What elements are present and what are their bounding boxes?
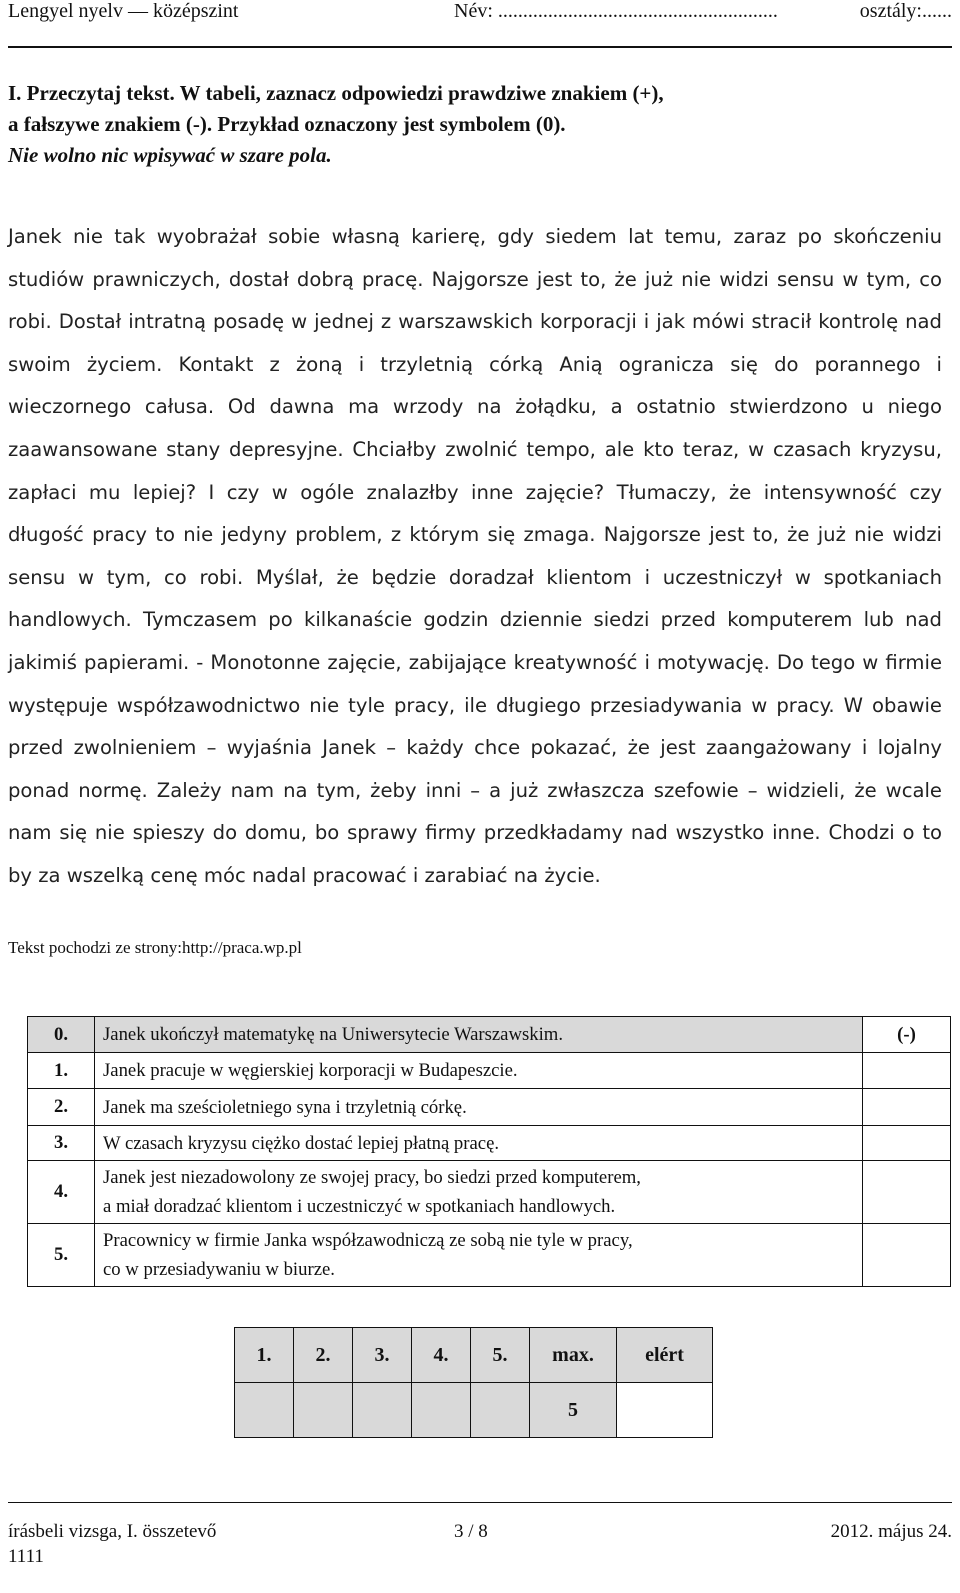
statements-table [27,1016,951,1287]
statement-row [28,1161,951,1224]
statement-text-line: a miał doradzać klientom i uczestniczyć w spotkaniach handlowych. [103,1196,616,1217]
passage-text: Janek nie tak wyobrażał sobie własną karierę, gdy siedem lat temu, zaraz po skończeniu studiów prawniczych, dostał dobrą pracę. Najgorsze jest to, że już nie widzi sensu w tym, co robi. Dostał intratną posadę w jednej z warszawskich korporacji i jak mówi stracił kontrolę nad swoim życiem. Kontakt z żoną i trzyletnią córką Anią ogranicza się do porannego i wieczornego całusa. Od dawna ma wrzody na żołądku, a ostatnio stwierdzono u niego zaawansowane stany depresyjne. Chciałby zwolnić tempo, ale kto teraz, w czasach kryzysu, zapłaci mu lepiej? I czy w ogóle znalazłby inne zajęcie? Tłumaczy, że intensywność czy długość pracy to nie jedyny problem, z którym się zmaga. Najgorsze jest to, że już nie widzi sensu w tym, co robi. Myślał, że będzie doradzał klientom i uczestniczył w spotkaniach handlowych. Tymczasem po kilkanaście godzin dziennie siedzi przed komputerem lub nad jakimiś papierami. - Monotonne zajęcie, zabijające kreatywność i motywację. Do tego w firmie występuje współzawodnictwo nie tyle pracy, ile długiego przesiadywania w pracy. W obawie przed zwolnieniem – wyjaśnia Janek – każdy chce pokazać, że jest zaangażowany i lojalny ponad normę. Zależy nam na tym, żeby inni – a już zwłaszcza szefowie – widzieli, że wcale nam się nie spieszy do domu, bo sprawy firmy przedkładamy nad wszystko inne. Chodzi o to by za wszelką cenę móc nadal pracować i zarabiać na życie. [8,225,942,887]
statement-row [28,1126,951,1161]
name-field: Név: ........................................................ [454,0,778,22]
score-value-row [235,1383,713,1438]
answer-cell-1[interactable] [863,1053,951,1089]
score-header: 1. [235,1328,294,1383]
score-header: 2. [294,1328,353,1383]
answer-cell-4[interactable] [863,1161,951,1224]
score-header: max. [530,1328,617,1383]
statement-text-line: Janek ma sześcioletniego syna i trzyletnią córkę. [103,1096,467,1118]
subject-title: Lengyel nyelv — középszint [8,0,239,22]
source-note: Tekst pochodzi ze strony:http://praca.wp.pl [8,938,302,957]
score-header-row [235,1328,713,1383]
example-answer: (-) [863,1017,951,1053]
statement-row [28,1224,951,1287]
statement-text-line: W czasach kryzysu ciężko dostać lepiej płatną pracę. [103,1132,500,1154]
score-header: 4. [412,1328,471,1383]
instruction-line-2: a fałszywe znakiem (-). Przykład oznaczony jest symbolem (0). [8,112,566,136]
statement-row [28,1053,951,1089]
statement-text [95,1089,863,1126]
statement-text-line: Pracownicy w firmie Janka współzawodniczą ze sobą nie tyle w pracy, [103,1230,633,1251]
score-cell-3 [353,1383,412,1438]
statement-text [95,1161,863,1224]
page-header [8,0,952,48]
instruction-line-3: Nie wolno nic wpisywać w szare pola. [8,143,332,167]
statement-row [28,1089,951,1126]
statement-text-line: Janek pracuje w węgierskiej korporacji w Budapeszcie. [103,1060,518,1081]
instruction-line-1: I. Przeczytaj tekst. W tabeli, zaznacz odpowiedzi prawdziwe znakiem (+), [8,81,664,105]
score-cell-5 [471,1383,530,1438]
answer-cell-2[interactable] [863,1089,951,1126]
statement-text [95,1224,863,1287]
statement-text [95,1053,863,1089]
answer-cell-3[interactable] [863,1126,951,1161]
exam-code: 1111 [8,1546,44,1567]
statement-text-line: Janek jest niezadowolony ze swojej pracy, bo siedzi przed komputerem, [103,1167,641,1188]
statement-row-example [28,1017,951,1053]
score-header: 3. [353,1328,412,1383]
page-number: 3 / 8 [454,1521,488,1542]
statement-text-line: co w przesiadywaniu w biurze. [103,1259,335,1280]
statement-text [95,1126,863,1161]
statement-number: 3. [28,1126,95,1161]
score-header: 5. [471,1328,530,1383]
answer-cell-5[interactable] [863,1224,951,1287]
reading-passage [8,216,942,898]
exam-date: 2012. május 24. [830,1521,952,1542]
achieved-score-cell[interactable] [617,1383,713,1438]
score-cell-4 [412,1383,471,1438]
score-header: elért [617,1328,713,1383]
statement-number: 2. [28,1089,95,1126]
exam-label: írásbeli vizsga, I. összetevő [8,1521,217,1542]
statement-number: 5. [28,1224,95,1287]
class-field: osztály:...... [859,0,952,22]
score-cell-1 [235,1383,294,1438]
statement-text-line: Janek ukończył matematykę na Uniwersytecie Warszawskim. [103,1024,563,1045]
task-instructions [8,78,938,171]
score-table [234,1327,713,1438]
page-footer [8,1502,952,1567]
statement-number: 4. [28,1161,95,1224]
statement-text [95,1017,863,1053]
max-score: 5 [530,1383,617,1438]
statement-number: 0. [28,1017,95,1053]
statement-number: 1. [28,1053,95,1089]
score-cell-2 [294,1383,353,1438]
